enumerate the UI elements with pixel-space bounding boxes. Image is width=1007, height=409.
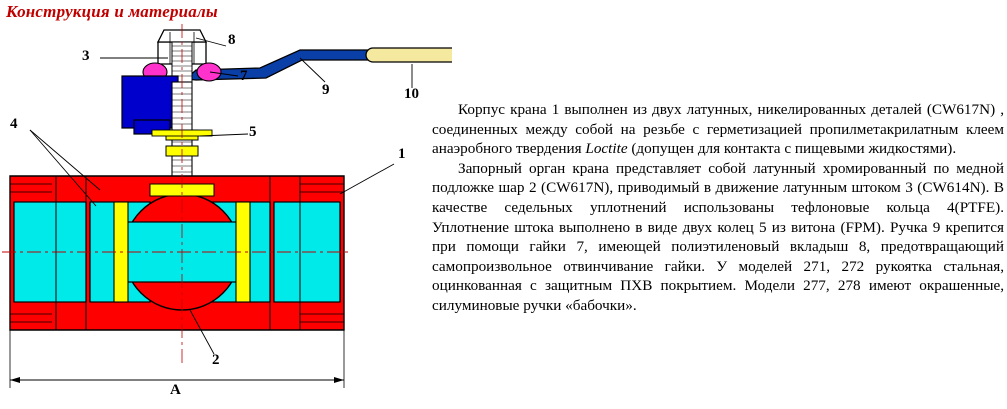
paragraph-1-head: Корпус крана 1 выполнен из двух латунных, никелированных деталей (CW617N) , соединенных между собой на резьбе с герметизацией пропилметакрилатным клеем анаэробного твердения xyxy=(432,101,1004,158)
callout-9: 9 xyxy=(322,82,330,98)
callout-7: 7 xyxy=(240,68,248,84)
callout-3: 3 xyxy=(82,48,90,64)
callout-1: 1 xyxy=(398,146,406,162)
callout-4: 4 xyxy=(10,116,18,132)
paragraph-2: Запорный орган крана представляет собой латунный хромированный по медной подложке шар 2 (CW617N), приводимый в движение латунным штоком 3 (CW614N). В качестве седельных уплотнений использованы тефлоновые кольца 4(PTFE). Уплотнение штока выполнено в виде двух колец 5 из витона (FPM). Ручка 9 крепится при помощи гайки 7, имеющей полиэтиленовый вкладыш 8, предотвращающий самопроизвольное отвинчивание гайки. У моделей 271, 272 рукоятка стальная, оцинкованная с защитным ПХВ покрытием. Модели 277, 278 имеют окрашенные, силуминовые ручки «бабочки». xyxy=(432,159,1004,314)
dimension-a xyxy=(10,330,344,388)
ball-valve-cutaway-diagram xyxy=(0,24,452,404)
callout-10: 10 xyxy=(404,86,419,102)
paragraph-1-tail: (допущен для контакта с пищевыми жидкостями). xyxy=(627,140,957,158)
stem-housing xyxy=(122,76,178,134)
page-title: Конструкция и материалы xyxy=(6,2,218,21)
callout-8: 8 xyxy=(228,32,236,48)
callout-5: 5 xyxy=(249,124,257,140)
paragraph-1-italic: Loctite xyxy=(585,140,628,158)
dimension-a-label: A xyxy=(170,382,181,398)
callout-2: 2 xyxy=(212,352,220,368)
paragraph-1 xyxy=(432,100,1004,159)
description-text xyxy=(432,100,1004,316)
